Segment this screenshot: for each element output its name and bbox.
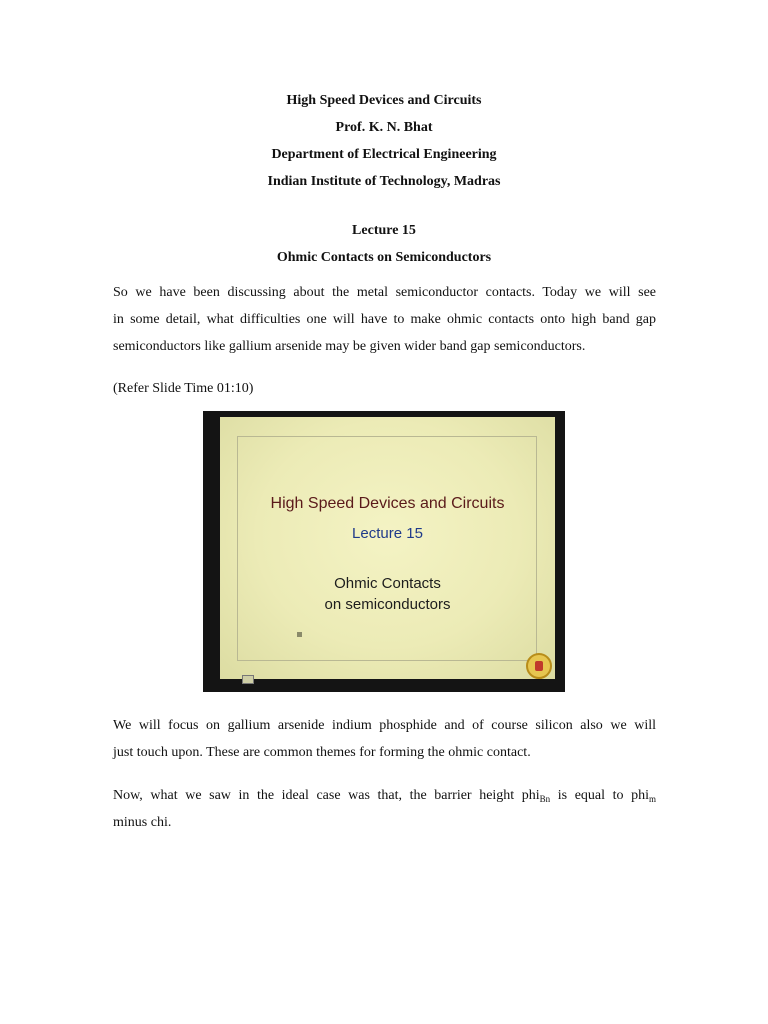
ideal-case-paragraph bbox=[113, 782, 656, 836]
slide-topic-line-2: on semiconductors bbox=[324, 596, 451, 613]
intro-line-3: semiconductors like gallium arsenide may be given wider band gap semiconductors. bbox=[113, 339, 586, 354]
professor-name: Prof. K. N. Bhat bbox=[335, 120, 433, 135]
phi-bn-subscript: Bn bbox=[539, 794, 551, 804]
ideal-line-2: minus chi. bbox=[113, 815, 172, 830]
department-name: Department of Electrical Engineering bbox=[271, 147, 497, 162]
ideal-line-1 bbox=[113, 782, 656, 809]
slide-topic bbox=[220, 573, 555, 615]
slide-topic-line-1: Ohmic Contacts bbox=[334, 575, 441, 592]
intro-line-2: in some detail, what difficulties one will have to make ohmic contacts onto high band gap bbox=[113, 312, 656, 327]
ideal-text-b: is equal to phi bbox=[550, 788, 649, 803]
slide-reference: (Refer Slide Time 01:10) bbox=[113, 381, 254, 396]
focus-paragraph bbox=[113, 712, 656, 766]
slide-control-icon bbox=[242, 675, 254, 684]
lecture-topic: Ohmic Contacts on Semiconductors bbox=[276, 250, 492, 265]
lecture-number: Lecture 15 bbox=[352, 223, 416, 238]
phi-m-subscript: m bbox=[649, 794, 657, 804]
lecture-slide-image bbox=[203, 411, 565, 692]
slide-lecture: Lecture 15 bbox=[352, 525, 423, 542]
intro-line-1: So we have been discussing about the metal semiconductor contacts. Today we will see bbox=[113, 285, 656, 300]
course-title: High Speed Devices and Circuits bbox=[286, 93, 482, 108]
ideal-text-a: Now, what we saw in the ideal case was that, the barrier height phi bbox=[113, 788, 540, 803]
slide-screen bbox=[220, 417, 555, 679]
intro-paragraph bbox=[113, 279, 656, 360]
slide-border bbox=[237, 436, 537, 661]
focus-line-2: just touch upon. These are common themes for forming the ohmic contact. bbox=[113, 745, 531, 760]
institute-name: Indian Institute of Technology, Madras bbox=[267, 174, 501, 189]
focus-line-1: We will focus on gallium arsenide indium phosphide and of course silicon also we will bbox=[113, 718, 656, 733]
mouse-cursor-icon bbox=[297, 632, 302, 637]
slide-title: High Speed Devices and Circuits bbox=[270, 495, 505, 512]
iit-logo-icon bbox=[526, 653, 552, 679]
